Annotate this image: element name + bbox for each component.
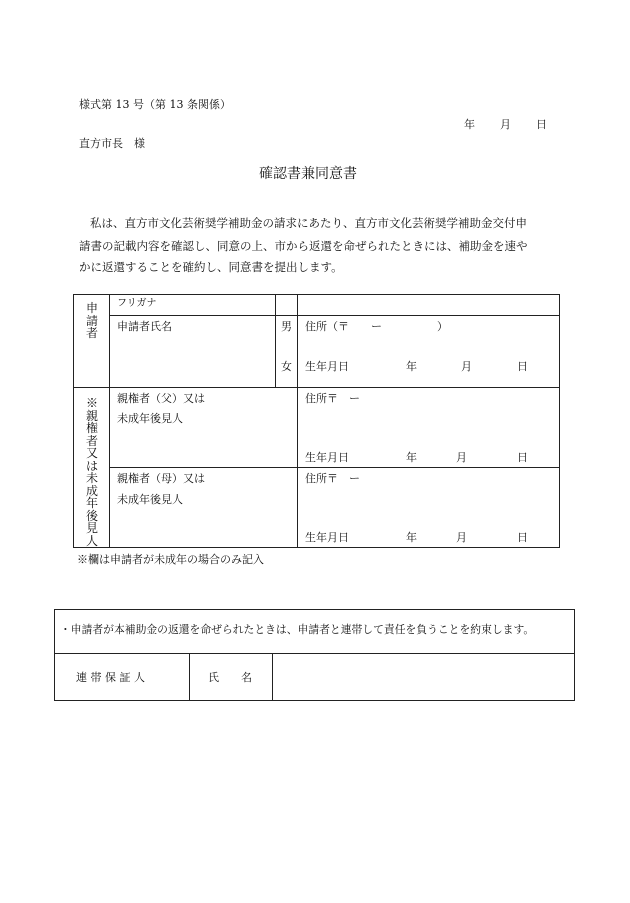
father-birth-label: 生年月日 — [305, 451, 349, 464]
mother-birth-month: 月 — [456, 531, 467, 544]
applicant-name-label: 申請者氏名 — [117, 320, 172, 333]
guarantor-box — [54, 609, 575, 701]
applicant-form-table — [73, 294, 560, 548]
form-number: 様式第 13 号（第 13 条関係） — [79, 98, 231, 111]
date-day-label: 日 — [536, 118, 547, 131]
mother-address-label: 住所〒 ー — [305, 472, 360, 485]
mother-birth-label: 生年月日 — [305, 531, 349, 544]
date-month-label: 月 — [500, 118, 511, 131]
gender-male[interactable]: 男 — [281, 320, 292, 333]
gender-female[interactable]: 女 — [281, 360, 292, 373]
guardian-section-label: ※親権者又は未成年後見人 — [85, 396, 98, 548]
body-text-line2: 請書の記載内容を確認し、同意の上、市から返還を命ぜられたときには、補助金を速や — [79, 239, 528, 253]
father-birth-year: 年 — [406, 451, 417, 464]
guarantor-name-label: 氏 名 — [208, 671, 252, 684]
father-birth-month: 月 — [456, 451, 467, 464]
father-label-line1: 親権者（父）又は — [117, 392, 205, 405]
applicant-section-label: 申請者 — [85, 301, 98, 340]
father-address-label: 住所〒 ー — [305, 392, 360, 405]
applicant-birth-month: 月 — [461, 360, 472, 373]
guarantor-label: 連 帯 保 証 人 — [76, 671, 145, 684]
mother-label-line2: 未成年後見人 — [117, 493, 183, 506]
date-year-label: 年 — [464, 118, 475, 131]
mother-birth-day: 日 — [517, 531, 528, 544]
body-text-line3: かに返還することを確約し、同意書を提出します。 — [79, 260, 343, 274]
applicant-birth-day: 日 — [517, 360, 528, 373]
mother-birth-year: 年 — [406, 531, 417, 544]
mother-label-line1: 親権者（母）又は — [117, 472, 205, 485]
guarantor-statement: ・申請者が本補助金の返還を命ぜられたときは、申請者と連帯して責任を負うことを約束します。 — [60, 623, 535, 636]
father-label-line2: 未成年後見人 — [117, 412, 183, 425]
body-text-line1: 私は、直方市文化芸術奨学補助金の請求にあたり、直方市文化芸術奨学補助金交付申 — [90, 216, 527, 230]
applicant-address-label: 住所（〒 ー ） — [305, 320, 448, 333]
addressee: 直方市長 様 — [79, 137, 145, 150]
footnote: ※欄は申請者が未成年の場合のみ記入 — [77, 553, 264, 566]
furigana-label: フリガナ — [117, 298, 157, 309]
applicant-birth-label: 生年月日 — [305, 360, 349, 373]
father-birth-day: 日 — [517, 451, 528, 464]
applicant-birth-year: 年 — [406, 360, 417, 373]
document-title: 確認書兼同意書 — [259, 166, 357, 182]
